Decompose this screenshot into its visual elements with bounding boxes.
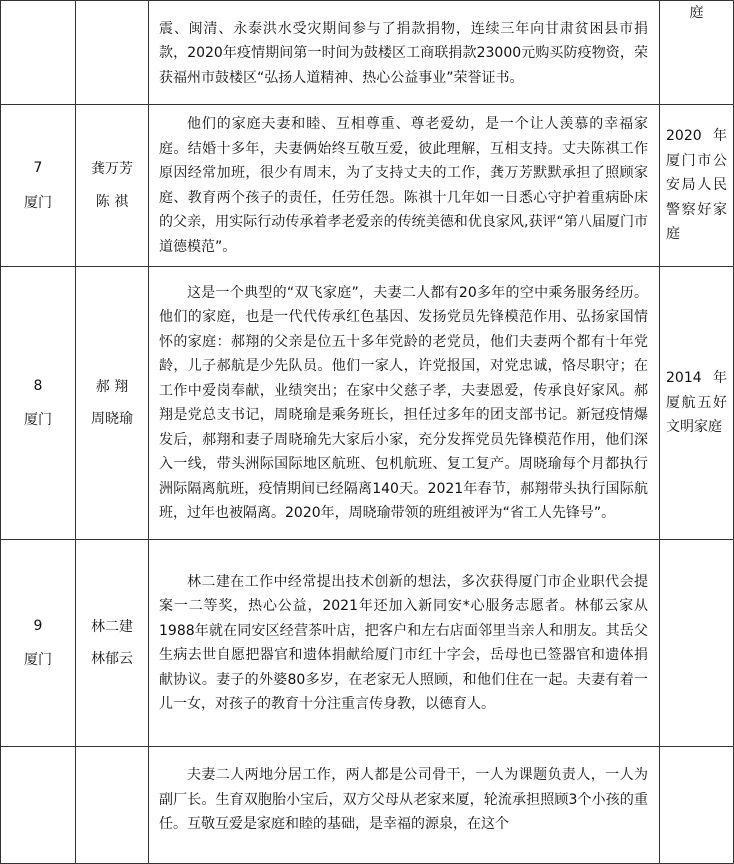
names-cell <box>76 747 149 864</box>
description-text: 夫妻二人两地分居工作，两人都是公司骨干，一人为课题负责人，一人为副厂长。生育双胞胎小宝后，双方父母从老家来厦，轮流承担照顾3个小孩的重任。互敬互爱是家庭和睦的基础，是幸福的源泉，在这个 <box>159 767 648 832</box>
table-row <box>1 105 734 267</box>
description-text: 林二建在工作中经常提出技术创新的想法，多次获得厦门市企业职代会提案一二等奖，热心公益，2021年还加入新同安*心服务志愿者。林郁云家从1988年就在同安区经营茶叶店，把客户和左右店面邻里当亲人和朋友。其岳父生病去世自愿把器官和遗体捐献给厦门市红十字会，岳母也已签器官和遗体捐献协议。妻子的外婆80多岁，在老家无人照顾，和他们住在一起。夫妻有着一儿一女，对孩子的教育十分注重言传身教，以德育人。 <box>159 573 648 712</box>
city-label: 厦门 <box>24 194 52 211</box>
name-1: 林二建 <box>91 618 133 635</box>
names-cell <box>76 1 149 105</box>
number-city-cell <box>1 1 76 105</box>
honor-cell <box>660 267 734 540</box>
honor-cell <box>660 540 734 747</box>
table-row <box>1 540 734 747</box>
honor-cell <box>660 105 734 267</box>
number-city-cell <box>1 540 76 747</box>
city-label: 厦门 <box>24 412 52 428</box>
description-cell <box>149 540 660 747</box>
table-row <box>1 1 734 105</box>
honor-cell <box>660 1 734 105</box>
table-row <box>1 267 734 540</box>
table-row <box>1 747 734 864</box>
description-cell <box>149 105 660 267</box>
description-cell <box>149 747 660 864</box>
row-number: 7 <box>33 160 43 176</box>
name-1: 龚万芳 <box>91 161 133 177</box>
row-number: 9 <box>33 617 43 634</box>
names-cell <box>76 540 149 747</box>
number-city-cell <box>1 747 76 864</box>
city-label: 厦门 <box>24 652 52 668</box>
number-city-cell <box>1 105 76 267</box>
description-text: 震、闽清、永泰洪水受灾期间参与了捐款捐物，连续三年向甘肃贫困县市捐款，2020年疫情期间第一时间为鼓楼区工商联捐款23000元购买防疫物资，荣获福州市鼓楼区“弘扬人道精神、热心公益事业”荣誉证书。 <box>159 20 648 86</box>
description-cell <box>149 267 660 540</box>
description-text: 这是一个典型的“双飞家庭”，夫妻二人都有20多年的空中乘务服务经历。他们的家庭，也是一代代传承红色基因、发扬党员先锋模范作用、弘扬家国情怀的家庭：郝翔的父亲是位五十多年党龄的老党员，他们夫妻两个都有十年党龄，儿子郝航是少先队员。他们一家人，许党报国，对党忠诚，恪尽职守；在工作中爱岗奉献，业绩突出；在家中父慈子孝，夫妻恩爱，传承良好家风。郝翔是党总支书记，周晓瑜是乘务班长，担任过多年的团支部书记。新冠疫情爆发后，郝翔和妻子周晓瑜先大家后小家，充分发挥党员先锋模范作用，他们深入一线，带头洲际国际地区航班、包机航班、复工复产。周晓瑜每个月都执行洲际隔离航班，疫情期间已经隔离140天。2021年春节，郝翔带头执行国际航班，过年也被隔离。2020年，周晓瑜带领的班组被评为“省工人先锋号”。 <box>159 284 648 521</box>
name-2: 林郁云 <box>91 651 133 667</box>
name-2: 周晓瑜 <box>91 411 133 427</box>
names-cell <box>76 105 149 267</box>
names-cell <box>76 267 149 540</box>
name-2: 陈 祺 <box>95 193 129 210</box>
number-city-cell <box>1 267 76 540</box>
description-text: 他们的家庭夫妻和睦、互相尊重、尊老爱幼，是一个让人羡慕的幸福家庭。结婚十多年，夫妻俩始终互敬互爱，彼此理解，互相支持。丈夫陈祺工作原因经常加班，很少有周末，为了支持丈夫的工作，龚万芳默默承担了照顾家庭、教育两个孩子的责任，任劳任怨。陈祺十几年如一日悉心守护着重病卧床的父亲，用实际行动传承着孝老爱亲的传统美德和优良家风,获评“第八届厦门市道德模范”。 <box>159 116 648 255</box>
name-1: 郝 翔 <box>95 378 129 395</box>
honor-text: 2014年厦航五好文明家庭 <box>666 370 727 436</box>
honor-cell <box>660 747 734 864</box>
honor-text: 2020年厦门市公安局人民警察好家庭 <box>666 128 727 243</box>
description-cell <box>149 1 660 105</box>
honor-text: 庭 <box>689 5 704 21</box>
row-number: 8 <box>33 377 43 394</box>
